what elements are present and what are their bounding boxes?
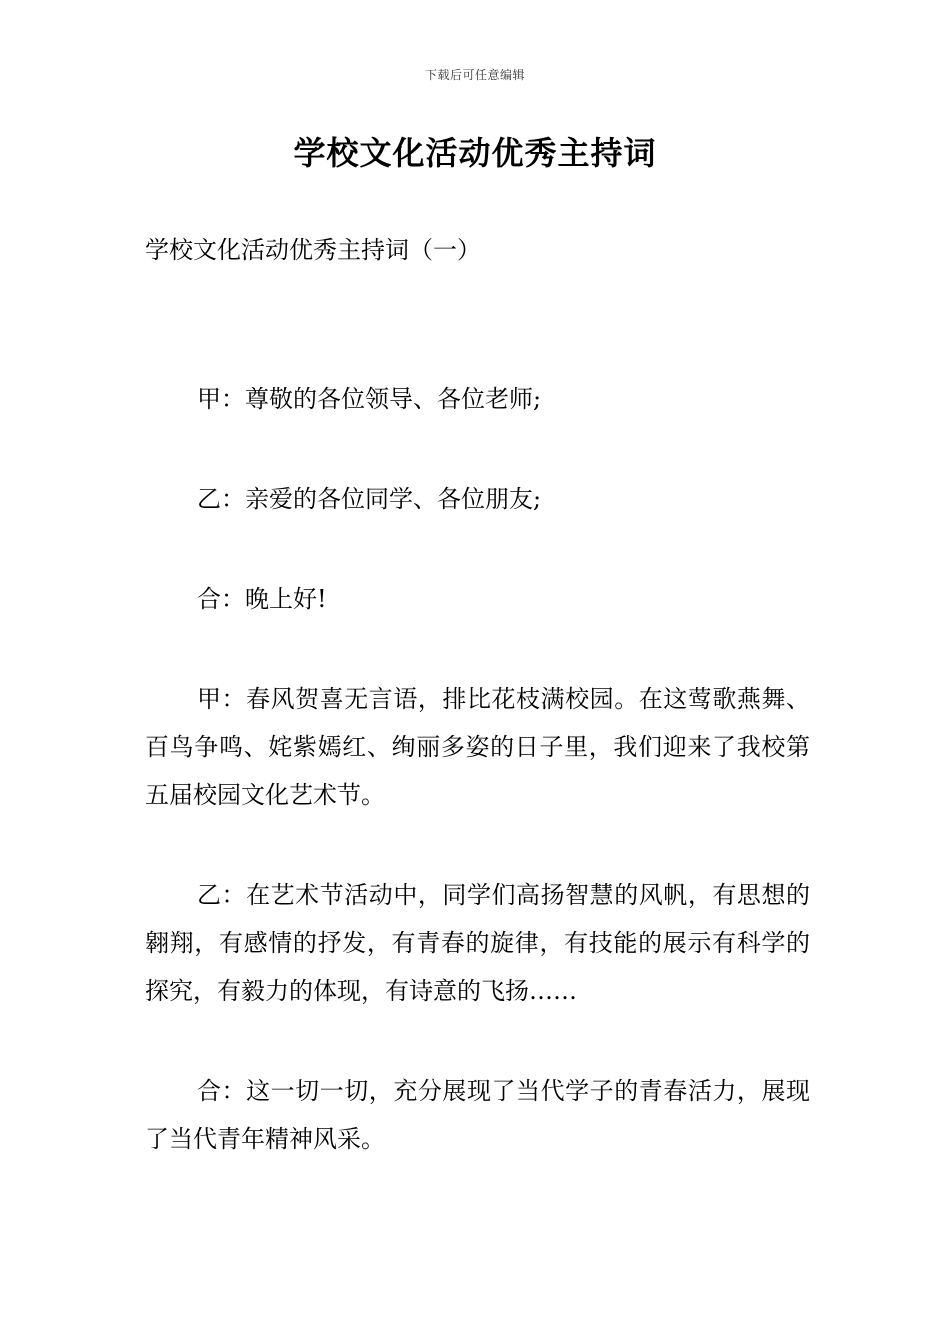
section-title: 学校文化活动优秀主持词（一） — [145, 236, 481, 264]
paragraph-5: 乙：在艺术节活动中，同学们高扬智慧的风帆，有思想的翱翔，有感情的抒发，有青春的旋律，有技能的展示有科学的探究，有毅力的体现，有诗意的飞扬…… — [145, 881, 810, 1005]
document-title: 学校文化活动优秀主持词 — [293, 134, 657, 172]
paragraph-3: 合：晚上好! — [197, 585, 327, 613]
document-body — [145, 375, 810, 1215]
paragraph-4: 甲：春风贺喜无言语，排比花枝满校园。在这莺歌燕舞、百鸟争鸣、姹紫嫣红、绚丽多姿的日子里，我们迎来了我校第五届校园文化艺术节。 — [145, 685, 810, 809]
paragraph-6: 合：这一切一切，充分展现了当代学子的青春活力，展现了当代青年精神风采。 — [145, 1077, 810, 1153]
paragraph-2: 乙：亲爱的各位同学、各位朋友; — [197, 485, 542, 513]
header-note: 下载后可任意编辑 — [424, 68, 525, 82]
paragraph-1: 甲：尊敬的各位领导、各位老师; — [197, 385, 542, 413]
